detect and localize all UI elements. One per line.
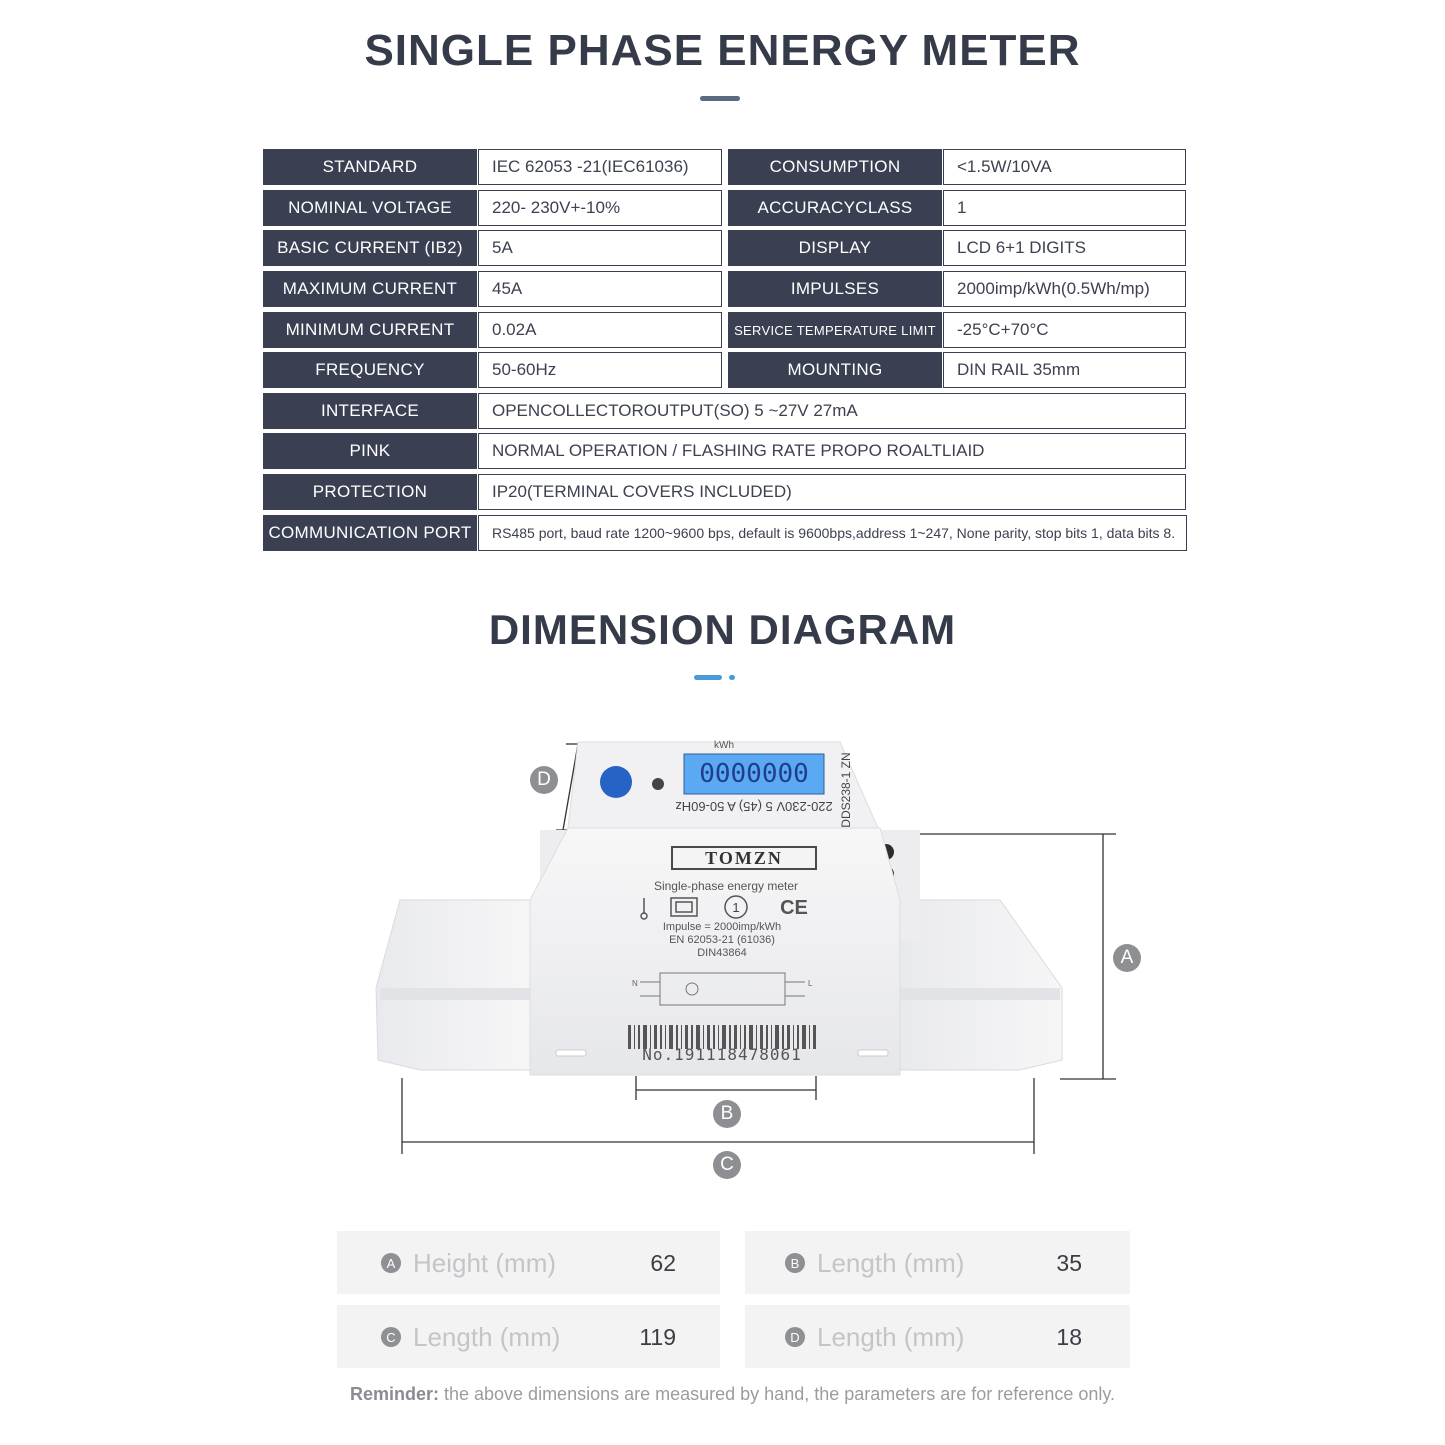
spec-value: 0.02A xyxy=(478,312,722,348)
dimension-box-b xyxy=(745,1231,1130,1294)
din-text: DIN43864 xyxy=(697,947,747,959)
impulse-text: Impulse = 2000imp/kWh xyxy=(662,921,782,933)
title-underline xyxy=(700,96,740,101)
spec-row xyxy=(263,352,1186,388)
meter-illustration xyxy=(360,730,1120,1190)
spec-label: CONSUMPTION xyxy=(728,149,942,185)
dimension-label: Length (mm) xyxy=(413,1322,561,1352)
title-underline xyxy=(694,675,722,680)
spec-label: PINK xyxy=(263,433,477,469)
spec-value: <1.5W/10VA xyxy=(943,149,1186,185)
spec-value: RS485 port, baud rate 1200~9600 bps, default is 9600bps,address 1~247, None parity, stop bits 1, data bits 8. xyxy=(478,515,1187,551)
brand-logo: TOMZN xyxy=(705,848,783,868)
terminal-label-n: N xyxy=(632,979,638,988)
lcd-unit: kWh xyxy=(714,740,734,751)
spec-row xyxy=(263,433,1186,469)
rail-slot xyxy=(556,1050,586,1056)
spec-value: IEC 62053 -21(IEC61036) xyxy=(478,149,722,185)
spec-label: SERVICE TEMPERATURE LIMIT xyxy=(728,312,942,348)
left-rail-edge xyxy=(380,988,530,1000)
spec-label: MINIMUM CURRENT xyxy=(263,312,477,348)
spec-label: MOUNTING xyxy=(728,352,942,388)
marker-icon: D xyxy=(785,1327,805,1347)
serial-number: No.191118478061 xyxy=(642,1045,802,1064)
spec-value: OPENCOLLECTOROUTPUT(SO) 5 ~27V 27mA xyxy=(478,393,1186,429)
right-rail-edge xyxy=(900,988,1060,1000)
spec-label: FREQUENCY xyxy=(263,352,477,388)
marker-d: D xyxy=(530,766,558,794)
spec-value: 1 xyxy=(943,190,1186,226)
reminder-label: Reminder: xyxy=(349,1384,439,1404)
standard-text: EN 62053-21 (61036) xyxy=(669,934,775,946)
dimension-value: 35 xyxy=(1056,1250,1082,1276)
dimension-value: 62 xyxy=(650,1250,676,1276)
spec-label: INTERFACE xyxy=(263,393,477,429)
left-rail xyxy=(376,900,530,1070)
spec-value: IP20(TERMINAL COVERS INCLUDED) xyxy=(478,474,1186,510)
spec-value: -25°C+70°C xyxy=(943,312,1186,348)
dimension-value: 18 xyxy=(1056,1324,1082,1350)
spec-label: COMMUNICATION PORT xyxy=(263,515,477,551)
spec-row xyxy=(263,474,1186,510)
ce-mark: CE xyxy=(780,897,808,919)
dimension-label: Length (mm) xyxy=(817,1248,965,1278)
rating-text: 220-230V 5 (45) A 50-60Hz xyxy=(675,799,833,814)
spec-value: 45A xyxy=(478,271,722,307)
spec-label: MAXIMUM CURRENT xyxy=(263,271,477,307)
class-mark: 1 xyxy=(732,900,740,915)
spec-value: LCD 6+1 DIGITS xyxy=(943,230,1186,266)
spec-value: 2000imp/kWh(0.5Wh/mp) xyxy=(943,271,1186,307)
page-title: SINGLE PHASE ENERGY METER xyxy=(364,26,1081,75)
blue-button-icon xyxy=(600,766,632,798)
marker-icon: B xyxy=(785,1253,805,1273)
dimension-box-c xyxy=(337,1305,720,1368)
marker-icon: C xyxy=(381,1327,401,1347)
spec-value: 50-60Hz xyxy=(478,352,722,388)
spec-label: DISPLAY xyxy=(728,230,942,266)
spec-label: STANDARD xyxy=(263,149,477,185)
spec-row xyxy=(263,230,1186,266)
model-text: DDS238-1 ZN xyxy=(839,752,853,828)
marker-icon: A xyxy=(381,1253,401,1273)
reminder-note xyxy=(0,1384,1445,1405)
led-icon xyxy=(652,778,664,790)
spec-value: 220- 230V+-10% xyxy=(478,190,722,226)
marker-a: A xyxy=(1113,944,1141,972)
spec-label: IMPULSES xyxy=(728,271,942,307)
lcd-digits: 0000000 xyxy=(699,759,809,789)
title-underline-dot xyxy=(729,675,735,680)
spec-label: ACCURACYCLASS xyxy=(728,190,942,226)
device-name: Single-phase energy meter xyxy=(653,879,799,893)
spec-row xyxy=(263,515,1186,551)
spec-label: NOMINAL VOLTAGE xyxy=(263,190,477,226)
spec-row xyxy=(263,271,1186,307)
marker-c: C xyxy=(713,1151,741,1179)
spec-row xyxy=(263,190,1186,226)
rail-slot xyxy=(858,1050,888,1056)
spec-row xyxy=(263,312,1186,348)
dimension-diagram xyxy=(360,730,1134,1190)
dimension-box-d xyxy=(745,1305,1130,1368)
spec-row xyxy=(263,149,1186,185)
marker-b: B xyxy=(713,1100,741,1128)
spec-value: NORMAL OPERATION / FLASHING RATE PROPO ROALTLIAID xyxy=(478,433,1186,469)
spec-value: 5A xyxy=(478,230,722,266)
dimension-value: 119 xyxy=(639,1324,676,1350)
spec-label: BASIC CURRENT (IB2) xyxy=(263,230,477,266)
terminal-label-l: L xyxy=(808,979,813,988)
section-title: DIMENSION DIAGRAM xyxy=(488,606,957,653)
spec-label: PROTECTION xyxy=(263,474,477,510)
spec-row xyxy=(263,393,1186,429)
reminder-text: the above dimensions are measured by hand, the parameters are for reference only. xyxy=(438,1384,1116,1404)
spec-value: DIN RAIL 35mm xyxy=(943,352,1186,388)
right-rail xyxy=(900,900,1062,1070)
dimension-label: Length (mm) xyxy=(817,1322,965,1352)
dimension-box-a xyxy=(337,1231,720,1294)
dimension-label: Height (mm) xyxy=(413,1248,557,1278)
